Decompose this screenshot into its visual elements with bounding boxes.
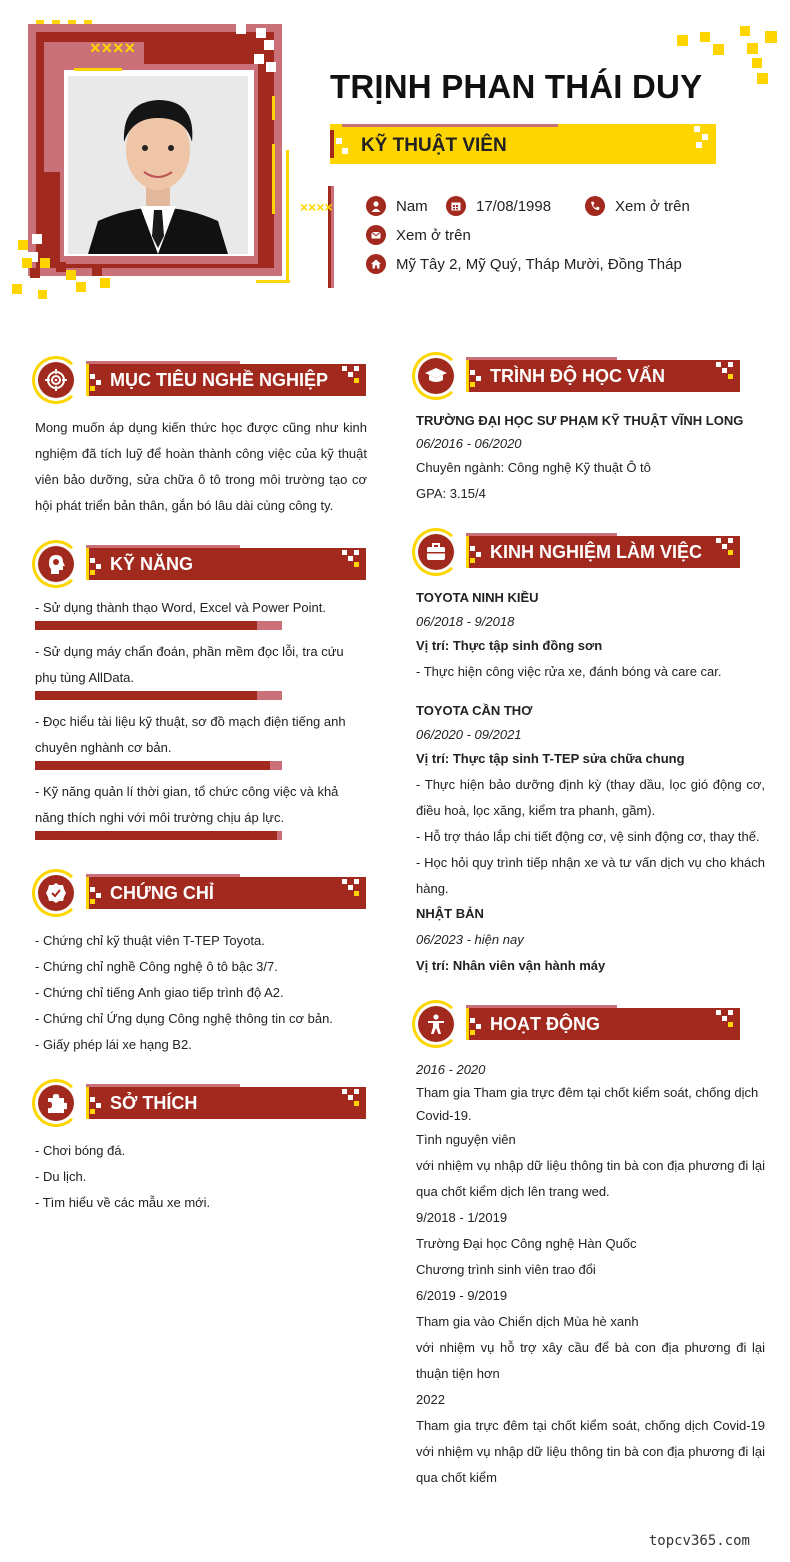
decor-square: [757, 73, 768, 84]
section-title: TRÌNH ĐỘ HỌC VẤN: [490, 366, 665, 386]
job-position: Vị trí: Thực tập sinh T-TEP sửa chữa chung: [416, 751, 685, 766]
activity-period: 2022: [416, 1392, 445, 1407]
job-period: 06/2018 - 9/2018: [416, 614, 515, 629]
decor-square: [52, 20, 60, 24]
school-name: TRƯỜNG ĐẠI HỌC SƯ PHẠM KỸ THUẬT VĨNH LONG: [416, 413, 744, 428]
target-icon: [38, 362, 74, 398]
job-period: 06/2020 - 09/2021: [416, 727, 522, 742]
email-value: Xem ở trên: [396, 226, 471, 244]
skill-bar: [35, 831, 282, 840]
education-period: 06/2016 - 06/2020: [416, 436, 522, 451]
decor-line: [286, 150, 289, 282]
skill-bar: [35, 691, 282, 700]
decor-square: [40, 258, 50, 268]
profile-photo: [68, 76, 248, 254]
decor-square: [12, 284, 22, 294]
certificate-item: - Chứng chỉ Ứng dụng Công nghệ thông tin cơ bản.: [35, 1011, 333, 1026]
certificate-item: - Giấy phép lái xe hạng B2.: [35, 1037, 192, 1052]
puzzle-icon: [38, 1085, 74, 1121]
phone-row: [585, 196, 690, 216]
hobby-item: - Du lịch.: [35, 1169, 87, 1184]
section-title: HOẠT ĐỘNG: [490, 1014, 600, 1034]
address-value: Mỹ Tây 2, Mỹ Quý, Tháp Mười, Đồng Tháp: [396, 255, 682, 273]
decor-square: [740, 26, 750, 36]
footer-site[interactable]: topcv365.com: [648, 1533, 750, 1549]
job-desc: - Thực hiện công việc rửa xe, đánh bóng và care car.: [416, 664, 722, 679]
decor-square: [30, 268, 40, 278]
decor-square: [36, 20, 44, 24]
section-title: KINH NGHIỆM LÀM VIỆC: [490, 542, 703, 562]
job-desc: - Học hỏi quy trình tiếp nhận xe và tư vấn dịch vụ cho khách hàng.: [416, 855, 765, 896]
gender-row: [366, 196, 428, 216]
decor-square: [713, 44, 724, 55]
section-title: KỸ NĂNG: [110, 554, 194, 574]
birthday-value: 17/08/1998: [476, 197, 552, 215]
decor-square: [44, 246, 54, 256]
decor-square: [677, 35, 688, 46]
decor-square: [56, 262, 66, 272]
objective-text: Mong muốn áp dụng kiến thức học được cũng như kinh nghiệm đã tích luỹ để hoàn thành công việc của kỹ thuật viên bảo dưỡng, sửa chữa ô tô trong môi trường tạo cơ hội phát triển bản thân, gắn bó lâu dài cùng công ty.: [35, 420, 367, 513]
badge-check-icon: [38, 875, 74, 911]
birthday-row: [446, 196, 551, 216]
job-position: Vị trí: Nhân viên vận hành máy: [416, 958, 606, 973]
phone-value: Xem ở trên: [615, 197, 690, 215]
section-header-education: [412, 352, 752, 402]
skill-item: - Kỹ năng quản lí thời gian, tổ chức công việc và khả năng thích nghi với môi trường chịu áp lực.: [35, 784, 339, 825]
head-gear-icon: [38, 546, 74, 582]
candidate-name: TRỊNH PHAN THÁI DUY: [330, 68, 703, 105]
activity-period: 2016 - 2020: [416, 1062, 486, 1077]
activity-period: 6/2019 - 9/2019: [416, 1288, 508, 1303]
section-title: CHỨNG CHỈ: [110, 883, 214, 903]
job-company: TOYOTA NINH KIỀU: [416, 590, 539, 605]
email-row: [366, 225, 471, 245]
user-icon: [366, 196, 386, 216]
education-major: Chuyên ngành: Công nghệ Kỹ thuật Ô tô: [416, 460, 651, 475]
decor-x-marks: ××××: [300, 199, 333, 215]
photo-frame: [28, 24, 282, 276]
decor-square: [38, 290, 47, 299]
decor-square: [752, 58, 762, 68]
decor-square: [18, 240, 28, 250]
section-header-hobbies: [32, 1079, 372, 1129]
briefcase-icon: [418, 534, 454, 570]
decor-square: [765, 31, 777, 43]
activity-line: Tham gia vào Chiến dịch Mùa hè xanh: [416, 1314, 639, 1329]
mail-icon: [366, 225, 386, 245]
certificate-item: - Chứng chỉ tiếng Anh giao tiếp trình độ A2.: [35, 985, 284, 1000]
decor-square: [68, 20, 76, 24]
activity-line: Chương trình sinh viên trao đổi: [416, 1262, 596, 1277]
decor-x-marks: ××××: [90, 38, 137, 58]
decor-square: [747, 43, 758, 54]
address-row: [366, 254, 682, 274]
education-gpa: GPA: 3.15/4: [416, 486, 486, 501]
activity-line: Tình nguyện viên: [416, 1132, 516, 1147]
phone-icon: [585, 196, 605, 216]
certificate-item: - Chứng chỉ nghề Công nghệ ô tô bậc 3/7.: [35, 959, 278, 974]
skill-bar: [35, 621, 282, 630]
skill-item: - Đọc hiểu tài liệu kỹ thuật, sơ đồ mạch điện tiếng anh chuyên nghành cơ bản.: [35, 714, 346, 755]
decor-line: [256, 280, 290, 283]
job-desc: - Hỗ trợ tháo lắp chi tiết động cơ, vệ sinh động cơ, thay thế.: [416, 829, 760, 844]
job-period: 06/2023 - hiện nay: [416, 932, 524, 947]
job-position: Vị trí: Thực tập sinh đồng sơn: [416, 638, 603, 653]
activity-period: 9/2018 - 1/2019: [416, 1210, 508, 1225]
decor-square: [92, 266, 102, 276]
skill-item: - Sử dụng thành thạo Word, Excel và Power Point.: [35, 600, 327, 615]
skill-bar: [35, 761, 282, 770]
section-header-experience: [412, 528, 752, 578]
activity-line: Tham gia Tham gia trực đêm tại chốt kiểm soát, chống dịch Covid-19.: [416, 1085, 759, 1123]
job-company: TOYOTA CẦN THƠ: [416, 703, 533, 718]
section-header-objective: [32, 356, 372, 406]
skill-item: - Sử dụng máy chẩn đoán, phần mềm đọc lỗi, tra cứu phụ tùng AllData.: [35, 644, 344, 685]
job-company: NHẬT BẢN: [416, 906, 484, 921]
section-header-skills: [32, 540, 372, 590]
activity-line: Tham gia trực đêm tại chốt kiểm soát, chống dịch Covid-19 với nhiệm vụ nhập dữ liệu thông tin bà con địa phương đi lại qua chốt kiểm: [416, 1418, 765, 1485]
section-title: MỤC TIÊU NGHỀ NGHIỆP: [110, 370, 329, 390]
section-header-activities: [412, 1000, 752, 1050]
job-title: KỸ THUẬT VIÊN: [361, 135, 507, 156]
decor-square: [76, 282, 86, 292]
job-desc: - Thực hiện bảo dưỡng định kỳ (thay dầu, lọc gió động cơ, điều hoà, lọc xăng, kiểm tra phanh, gầm).: [416, 777, 765, 818]
decor-square: [700, 32, 710, 42]
hobby-item: - Chơi bóng đá.: [35, 1143, 126, 1158]
section-header-certificates: [32, 869, 372, 919]
decor-square: [22, 258, 32, 268]
person-icon: [418, 1006, 454, 1042]
decor-square: [66, 270, 76, 280]
activity-line: với nhiệm vụ hỗ trợ xây cầu để bà con địa phương đi lại thuận tiện hơn: [416, 1340, 765, 1381]
decor-square: [100, 278, 110, 288]
hobby-item: - Tìm hiểu về các mẫu xe mới.: [35, 1195, 211, 1210]
certificate-item: - Chứng chỉ kỹ thuật viên T-TEP Toyota.: [35, 933, 265, 948]
activity-line: với nhiệm vụ nhập dữ liệu thông tin bà con địa phương đi lại qua chốt kiểm dịch lên trang wed.: [416, 1158, 765, 1199]
calendar-icon: [446, 196, 466, 216]
graduation-cap-icon: [418, 358, 454, 394]
home-icon: [366, 254, 386, 274]
activity-line: Trường Đại học Công nghệ Hàn Quốc: [416, 1236, 637, 1251]
gender-value: Nam: [396, 197, 428, 215]
decor-square: [84, 20, 92, 24]
section-title: SỞ THÍCH: [110, 1093, 198, 1113]
